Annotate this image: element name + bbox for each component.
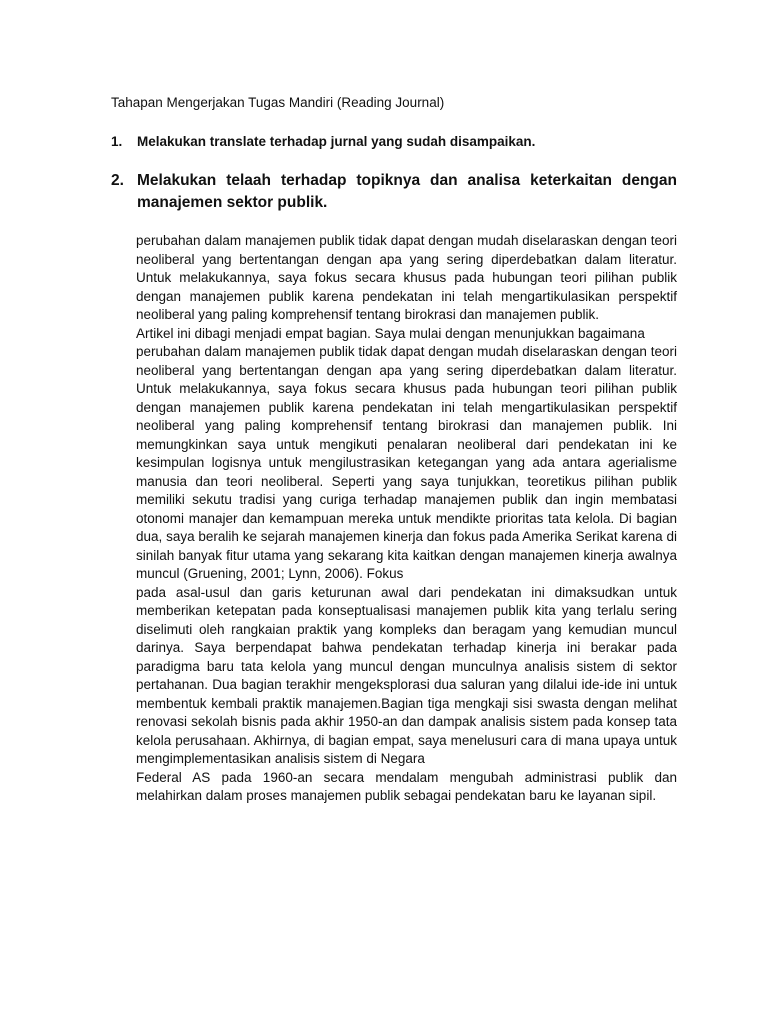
step-1-text: Melakukan translate terhadap jurnal yang sudah disampaikan. <box>137 134 536 149</box>
paragraph: Artikel ini dibagi menjadi empat bagian. Saya mulai dengan menunjukkan bagaimana <box>136 325 645 341</box>
step-1-number: 1. <box>111 134 123 149</box>
paragraph: pada asal-usul dan garis keturunan awal dari pendekatan ini dimaksudkan untuk memberikan ketepatan pada konseptualisasi manajemen publik kita yang terlalu sering diselimuti oleh rangkaian praktik yang kompleks dan beragam yang kemudian muncul darinya. Saya berpendapat bahwa pendekatan terhadap kinerja ini berakar pada paradigma baru tata kelola yang muncul dengan munculnya analisis sistem di sektor pertahanan. Dua bagian terakhir mengeksplorasi dua saluran yang dilalui ide-ide ini untuk membentuk kembali praktik manajemen.Bagian tiga mengkaji sisi swasta dengan melihat renovasi sekolah bisnis pada akhir 1950-an dan dampak analisis sistem pada konsep tata kelola perusahaan. Akhirnya, di bagian empat, saya menelusuri cara di mana upaya untuk mengimplementasikan analisis sistem di Negara <box>136 584 677 766</box>
paragraph: Federal AS pada 1960-an secara mendalam mengubah administrasi publik dan melahirkan dalam proses manajemen publik sebagai pendekatan baru ke layanan sipil. <box>136 769 677 803</box>
document-title: Tahapan Mengerjakan Tugas Mandiri (Reading Journal) <box>111 95 445 110</box>
paragraph: perubahan dalam manajemen publik tidak dapat dengan mudah diselaraskan dengan teori neoliberal yang bertentangan dengan apa yang sering diperdebatkan dalam literatur. Untuk melakukannya, saya fokus secara khusus pada hubungan teori pilihan publik dengan manajemen publik karena pendekatan ini telah mengartikulasikan perspektif neoliberal yang paling komprehensif tentang birokrasi dan manajemen publik. Ini memungkinkan saya untuk mengikuti penalaran neoliberal dari pendekatan ini ke kesimpulan logisnya untuk mengilustrasikan ketegangan yang ada antara agerialisme manusia dan teori neoliberal. Seperti yang saya tunjukkan, teoretikus pilihan publik memiliki sekutu tradisi yang curiga terhadap manajemen publik dan ingin membatasi otonomi manajer dan kemampuan mereka untuk mendikte prioritas tata kelola. Di bagian dua, saya beralih ke sejarah manajemen kinerja dan fokus pada Amerika Serikat karena di sinilah banyak fitur utama yang sekarang kita kaitkan dengan manajemen kinerja awalnya muncul (Gruening, 2001; Lynn, 2006). Fokus <box>136 344 677 581</box>
step-2-number: 2. <box>111 172 124 189</box>
paragraph: perubahan dalam manajemen publik tidak dapat dengan mudah diselaraskan dengan teori neoliberal yang bertentangan dengan apa yang sering diperdebatkan dalam literatur. Untuk melakukannya, saya fokus secara khusus pada hubungan teori pilihan publik dengan manajemen publik karena pendekatan ini telah mengartikulasikan perspektif neoliberal yang paling komprehensif tentang birokrasi dan manajemen publik. <box>136 233 677 322</box>
step-2-text: Melakukan telaah terhadap topiknya dan analisa keterkaitan dengan manajemen sektor publik. <box>137 172 677 211</box>
body-text <box>136 232 677 806</box>
